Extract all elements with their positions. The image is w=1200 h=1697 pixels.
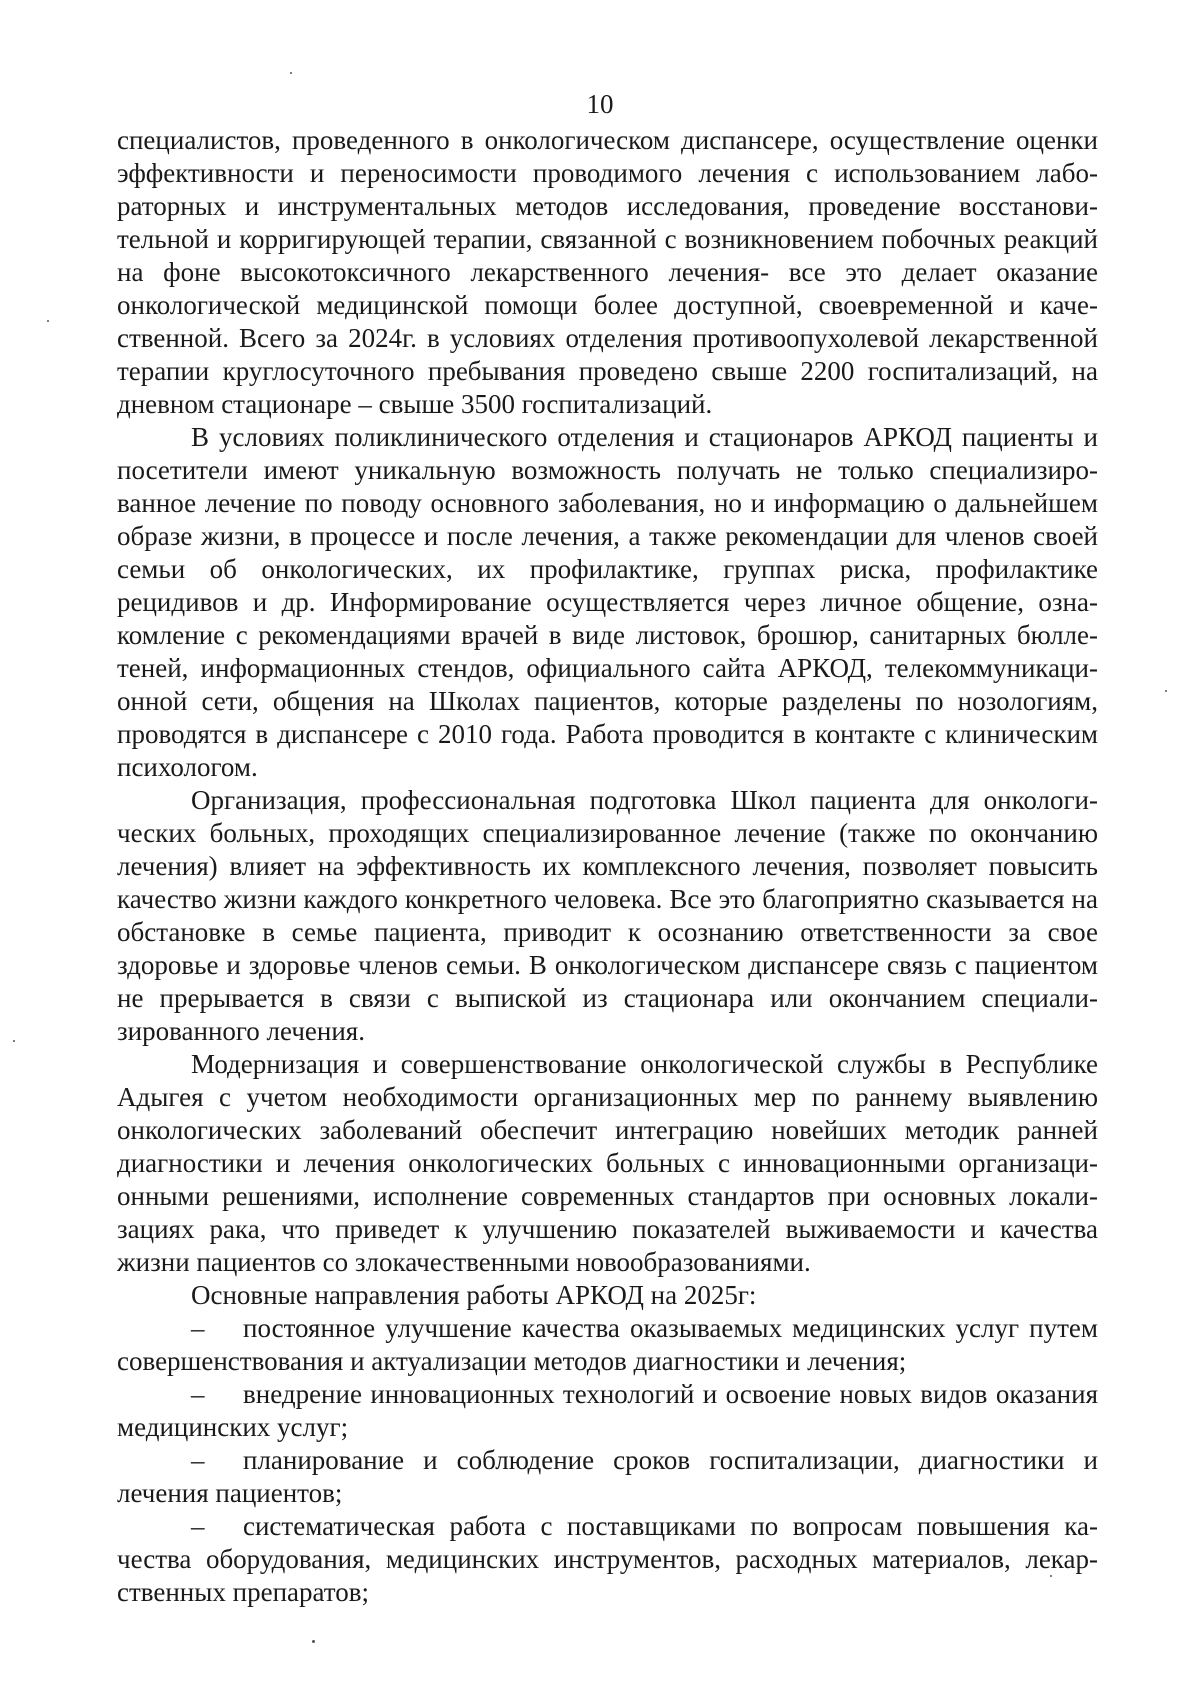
list-item-text: систематическая работа с поставщиками по вопросам повышения качества оборудования, медицинских инструментов, расходных материалов, лекарственных препаратов; <box>117 1511 1098 1607</box>
scan-speck <box>1050 1575 1052 1577</box>
paragraph-4: Модернизация и совершенствование онкологической службы в Республике Адыгея с учетом необходимости организационных мер по раннему выявлению онкологических заболеваний обеспечит интеграцию новейших методик ранней диагностики и лечения онкологических больных с инновационными организационными решениями, исполнение современных стандартов при основных локализациях рака, что приведет к улучшению показателей выживаемости и качества жизни пациентов со злокачественными новообразованиями. <box>117 1049 1098 1277</box>
scan-speck <box>1165 690 1167 692</box>
paragraph-2: В условиях поликлинического отделения и стационаров АРКОД пациенты и посетители имеют уникальную возможность получать не только специализированное лечение по поводу основного заболевания, но и информацию о дальнейшем образе жизни, в процессе и после лечения, а также рекомендации для членов своей семьи об онкологических, их профилактике, группах риска, профилактике рецидивов и др. Информирование осуществляется через личное общение, ознакомление с рекомендациями врачей в виде листовок, брошюр, санитарных бюллетеней, информационных стендов, официального сайта АРКОД, телекоммуникационной сети, общения на Школах пациентов, которые разделены по нозологиям, проводятся в диспансере с 2010 года. Работа проводится в контакте с клиническим психологом. <box>117 422 1098 782</box>
paragraph-1: специалистов, проведенного в онкологическом диспансере, осуществление оценки эффективности и переносимости проводимого лечения с использованием лабораторных и инструментальных методов исследования, проведение восстановительной и корригирующей терапии, связанной с возникновением побочных реакций на фоне высокотоксичного лекарственного лечения- все это делает оказание онкологической медицинской помощи более доступной, своевременной и качественной. Всего за 2024г. в условиях отделения противоопухолевой лекарственной терапии круглосуточного пребывания проведено свыше 2200 госпитализаций, на дневном стационаре – свыше 3500 госпитализаций. <box>117 125 1098 419</box>
list-item-text: постоянное улучшение качества оказываемых медицинских услуг путем совершенствования и актуализации методов диагностики и лечения; <box>117 1313 1098 1376</box>
paragraph-3: Организация, профессиональная подготовка Школ пациента для онкологических больных, проходящих специализированное лечение (также по окончанию лечения) влияет на эффективность их комплексного лечения, позволяет повысить качество жизни каждого конкретного человека. Все это благоприятно сказывается на обстановке в семье пациента, приводит к осознанию ответственности за свое здоровье и здоровье членов семьи. В онкологическом диспансере связь с пациентом не прерывается в связи с выпиской из стационара или окончанием специализированного лечения. <box>117 785 1098 1046</box>
list-item <box>117 1444 1098 1510</box>
dash-bullet: – <box>191 1379 205 1409</box>
scan-speck <box>13 1040 15 1042</box>
document-body <box>117 124 1098 1609</box>
list-item-text: планирование и соблюдение сроков госпитализации, диагностики и лечения пациентов; <box>117 1445 1098 1508</box>
scan-speck <box>47 320 49 322</box>
list-item <box>117 1510 1098 1609</box>
list-item <box>117 1312 1098 1378</box>
list-item <box>117 1378 1098 1444</box>
scan-speck <box>290 72 292 74</box>
list-item-text: внедрение инновационных технологий и освоение новых видов оказания медицинских услуг; <box>117 1379 1098 1442</box>
scan-speck <box>312 1640 315 1643</box>
dash-bullet: – <box>191 1511 205 1541</box>
paragraph-5: Основные направления работы АРКОД на 2025г: <box>191 1280 757 1310</box>
dash-bullet: – <box>191 1445 205 1475</box>
dash-bullet: – <box>191 1313 205 1343</box>
page-number: 10 <box>586 89 614 119</box>
